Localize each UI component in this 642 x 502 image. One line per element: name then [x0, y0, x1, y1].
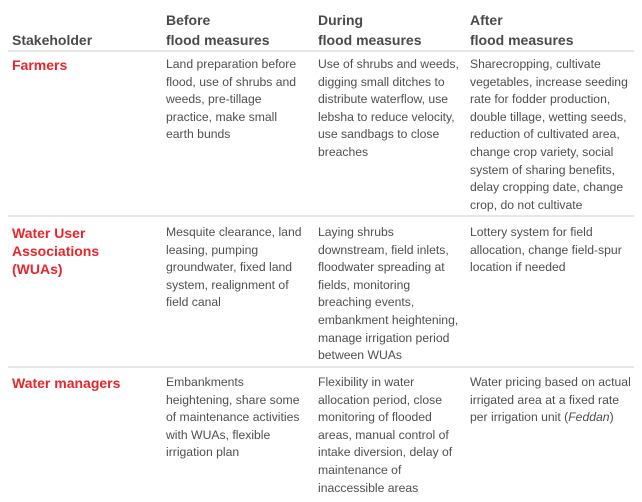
managers-after-text: Water pricing based on actual irrigated area at a fixed rate per irrigation unit (: [470, 375, 631, 425]
stakeholder-wuas-line1: Water User: [12, 225, 86, 241]
managers-after-cell: [470, 374, 636, 427]
wuas-during-cell: Laying shrubs downstream, field inlets, floodwater spreading at fields, monitoring breaching events, embankment heightening, manage irrigation period between WUAs: [318, 225, 459, 363]
header-during: During flood measures: [318, 12, 422, 48]
stakeholder-wuas-line2: Associations (WUAs): [12, 243, 100, 277]
farmers-before-cell: Land preparation before flood, use of shrubs and weeds, pre-tillage practice, make small earth bunds: [166, 57, 297, 142]
header-stakeholder: Stakeholder: [12, 32, 93, 48]
header-after: After flood measures: [470, 12, 574, 48]
stakeholder-wuas: [12, 224, 144, 278]
header-before: Before flood measures: [166, 12, 270, 48]
farmers-after-cell: Sharecropping, cultivate vegetables, increase seeding rate for fodder production, double tillage, wetting seeds, reduction of cultivated area, change crop variety, social system of sharing benefits, delay cropping date, change crop, do not cultivate: [470, 57, 628, 212]
wuas-after-cell: Lottery system for field allocation, change field-spur location if needed: [470, 225, 622, 275]
managers-after-close: ): [609, 410, 614, 425]
farmers-during-cell: Use of shrubs and weeds, digging small ditches to distribute waterflow, use lebsha to reduce velocity, use sandbags to close breaches: [318, 57, 459, 159]
feddan-italic: Feddan: [568, 410, 610, 425]
row-divider: [8, 366, 634, 368]
wuas-before-cell: Mesquite clearance, land leasing, pumping groundwater, fixed land system, realignment of field canal: [166, 225, 302, 310]
managers-before-cell: Embankments heightening, share some of maintenance activities with WUAs, flexible irrigation plan: [166, 375, 300, 460]
header-divider: [8, 50, 634, 52]
stakeholder-farmers: Farmers: [12, 57, 68, 73]
row-divider: [8, 215, 634, 217]
stakeholder-water-managers: Water managers: [12, 375, 121, 391]
managers-during-cell: Flexibility in water allocation period, close monitoring of flooded areas, manual control of intake diversion, delay of maintenance of inaccessible areas: [318, 375, 453, 495]
